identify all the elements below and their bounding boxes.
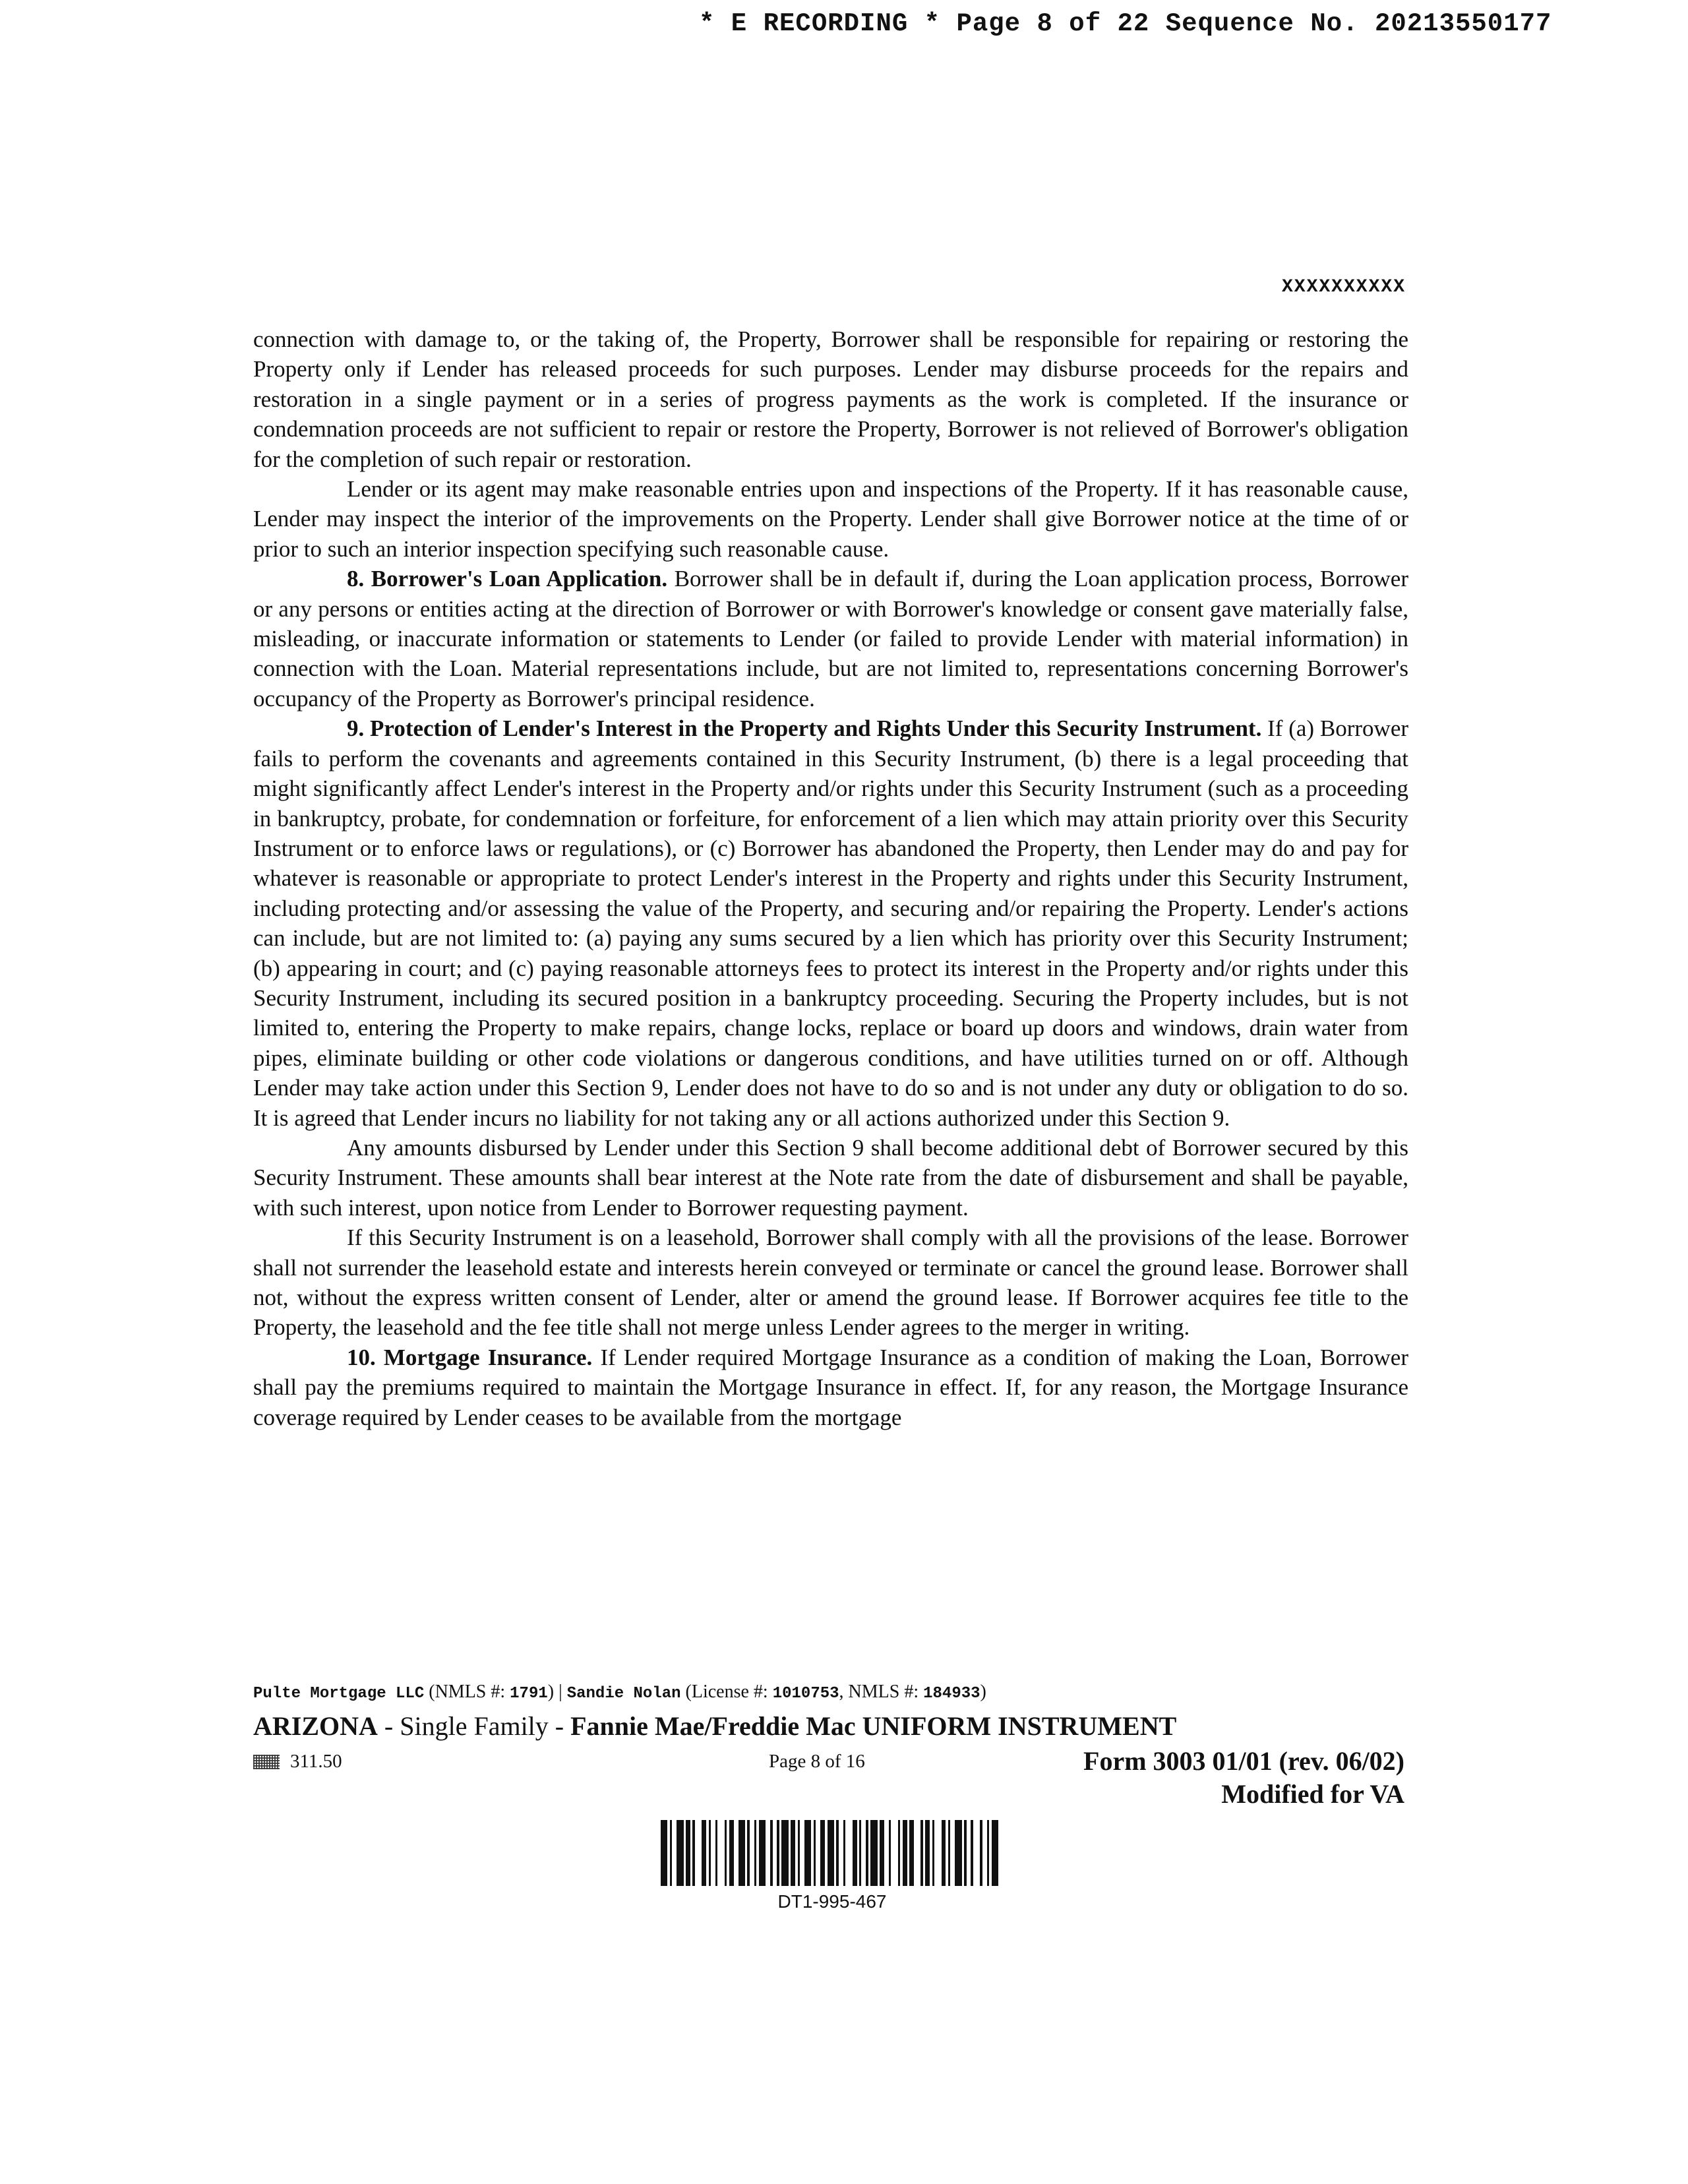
- barcode-number: DT1-995-467: [777, 1891, 887, 1912]
- barcode-bar: [884, 1820, 889, 1886]
- separator: ) |: [547, 1682, 567, 1702]
- officer-nmls-label: , NMLS #:: [839, 1682, 924, 1702]
- form-title: [253, 1711, 1176, 1742]
- barcode-bar: [717, 1820, 724, 1886]
- barcode-bar: [982, 1820, 987, 1886]
- lender-nmls-label: (NMLS #:: [424, 1682, 510, 1702]
- loan-number: XXXXXXXXXX: [1281, 277, 1406, 297]
- barcode-bar: [804, 1820, 811, 1886]
- barcode-bar: [773, 1820, 777, 1886]
- barcode-bar: [791, 1820, 795, 1886]
- barcode-bar: [903, 1820, 907, 1886]
- form-title-bold: Fannie Mae/Freddie Mac UNIFORM INSTRUMENT: [570, 1711, 1177, 1741]
- barcode-bar: [861, 1820, 866, 1886]
- section-10: [253, 1343, 1408, 1432]
- barcode-bar: [661, 1820, 667, 1886]
- section-8-heading: 8. Borrower's Loan Application.: [347, 566, 668, 592]
- barcode-bar: [950, 1820, 955, 1886]
- section-9: [253, 713, 1408, 1133]
- barcode-bar: [766, 1820, 770, 1886]
- barcode-bar: [695, 1820, 702, 1886]
- barcode-bar: [820, 1820, 825, 1886]
- close-paren: ): [980, 1682, 986, 1702]
- barcode-bar: [816, 1820, 820, 1886]
- barcode-bar: [759, 1820, 766, 1886]
- form-logo-icon: [253, 1755, 280, 1769]
- barcode-bar: [839, 1820, 843, 1886]
- lender-nmls-number: 1791: [510, 1685, 548, 1703]
- barcode: [661, 1820, 1004, 1886]
- form-number: Form 3003 01/01 (rev. 06/02): [1083, 1746, 1404, 1776]
- barcode-bar: [729, 1820, 734, 1886]
- form-code-number: 311.50: [290, 1751, 342, 1772]
- barcode-bar: [686, 1820, 690, 1886]
- barcode-bar: [711, 1820, 715, 1886]
- barcode-bar: [942, 1820, 946, 1886]
- barcode-bar: [934, 1820, 941, 1886]
- section-8: [253, 564, 1408, 713]
- paragraph-leasehold: If this Security Instrument is on a leasehold, Borrower shall comply with all the provisions of the lease. Borrower shall not surrender the leasehold estate and interests herein conveyed or terminate or cancel the ground lease. Borrower shall not, without the express written consent of Lender, alter or amend the ground lease. If Borrower acquires fee title to the Property, the leasehold and the fee title shall not merge unless Lender agrees to the merger in writing.: [253, 1225, 1408, 1341]
- barcode-bar: [734, 1820, 738, 1886]
- document-body: [253, 324, 1408, 1432]
- section-8-text: Borrower shall be in default if, during the Loan application process, Borrower or any persons or entities acting at the direction of Borrower or with Borrower's knowledge or consent gave materially false, misleading, or inaccurate information or statements to Lender (or failed to provide Lender with material information) in connection with the Loan. Material representations include, but are not limited to, representations concerning Borrower's occupancy of the Property as Borrower's principal residence.: [253, 566, 1408, 712]
- barcode-bar: [973, 1820, 980, 1886]
- barcode-bar: [967, 1820, 971, 1886]
- form-title-mid: - Single Family -: [377, 1711, 571, 1741]
- barcode-bar: [845, 1820, 852, 1886]
- page-number: Page 8 of 16: [769, 1751, 865, 1772]
- barcode-bar: [677, 1820, 683, 1886]
- barcode-bar: [925, 1820, 930, 1886]
- recording-header: * E RECORDING * Page 8 of 22 Sequence No. 20213550177: [699, 9, 1552, 38]
- barcode-bar: [914, 1820, 920, 1886]
- paragraph-amounts: Any amounts disbursed by Lender under this Section 9 shall become additional debt of Borrower secured by this Security Instrument. These amounts shall bear interest at the Note rate from the date of disbursement and shall be payable, with such interest, upon notice from Lender to Borrower requesting payment.: [253, 1134, 1408, 1221]
- section-10-heading: 10. Mortgage Insurance.: [347, 1344, 593, 1370]
- officer-nmls-number: 184933: [923, 1685, 980, 1703]
- lender-name: Pulte Mortgage LLC: [253, 1685, 425, 1703]
- form-code: [253, 1751, 342, 1773]
- originator-line: [253, 1682, 986, 1703]
- section-10-text: If Lender required Mortgage Insurance as a condition of making the Loan, Borrower shall pay the premiums required to maintain the Mortgage Insurance in effect. If, for any reason, the Mortgage Insurance coverage required by Lender ceases to be available from the mortgage: [253, 1344, 1408, 1430]
- barcode-bar: [880, 1820, 884, 1886]
- modified-note: Modified for VA: [1221, 1779, 1404, 1809]
- barcode-bar: [891, 1820, 897, 1886]
- section-9-text: If (a) Borrower fails to perform the covenants and agreements contained in this Security Instrument, (b) there is a legal proceeding that might significantly affect Lender's interest in the Property and/or rights under this Security Instrument (such as a proceeding in bankruptcy, probate, for condemnation or forfeiture, for enforcement of a lien which may attain priority over this Security Instrument or to enforce laws or regulations), or (c) Borrower has abandoned the Property, then Lender may do and pay for whatever is reasonable or appropriate to protect Lender's interest in the Property and rights under this Security Instrument, including protecting and/or assessing the value of the Property, and securing and/or repairing the Property. Lender's actions can include, but are not limited to: (a) paying any sums secured by a lien which has priority over this Security Instrument; (b) appearing in court; and (c) paying reasonable attorneys fees to protect its interest in the Property and/or rights under this Security Instrument, including its secured position in a bankruptcy proceeding. Securing the Property includes, but is not limited to, entering the Property to make repairs, change locks, replace or board up doors and windows, drain water from pipes, eliminate building or other code violations or dangerous conditions, and have utilities turned on or off. Although Lender may take action under this Section 9, Lender does not have to do so and is not under any duty or obligation to do so. It is agreed that Lender incurs no liability for not taking any or all actions authorized under this Section 9.: [253, 715, 1409, 1131]
- officer-license-number: 1010753: [772, 1685, 839, 1703]
- barcode-bar: [870, 1820, 877, 1886]
- barcode-bar: [738, 1820, 745, 1886]
- barcode-bar: [992, 1820, 998, 1886]
- barcode-bar: [955, 1820, 961, 1886]
- paragraph-inspection: Lender or its agent may make reasonable entries upon and inspections of the Property. If it has reasonable cause, Lender may inspect the interior of the improvements on the Property. Lender shall give Borrower notice at the time of or prior to such an interior inspection specifying such reasonable cause.: [253, 476, 1408, 562]
- barcode-bar: [702, 1820, 706, 1886]
- officer-name: Sandie Nolan: [566, 1685, 681, 1703]
- state-name: ARIZONA: [253, 1711, 378, 1741]
- barcode-bar: [998, 1820, 1003, 1886]
- barcode-bar: [781, 1820, 788, 1886]
- barcode-bar: [853, 1820, 857, 1886]
- barcode-bar: [909, 1820, 914, 1886]
- barcode-bar: [750, 1820, 754, 1886]
- paragraph-repair: connection with damage to, or the taking of, the Property, Borrower shall be responsible for repairing or restoring the Property only if Lender has released proceeds for such purposes. Lender may disburse proceeds for the repairs and restoration in a single payment or in a series of progress payments as the work is completed. If the insurance or condemnation proceeds are not sufficient to repair or restore the Property, Borrower is not relieved of Borrower's obligation for the completion of such repair or restoration.: [253, 326, 1408, 472]
- section-9-heading: 9. Protection of Lender's Interest in the Property and Rights Under this Security Instrument.: [347, 715, 1262, 742]
- barcode-bar: [828, 1820, 834, 1886]
- barcode-bar: [800, 1820, 804, 1886]
- officer-license-label: (License #:: [680, 1682, 773, 1702]
- barcode-bar: [672, 1820, 677, 1886]
